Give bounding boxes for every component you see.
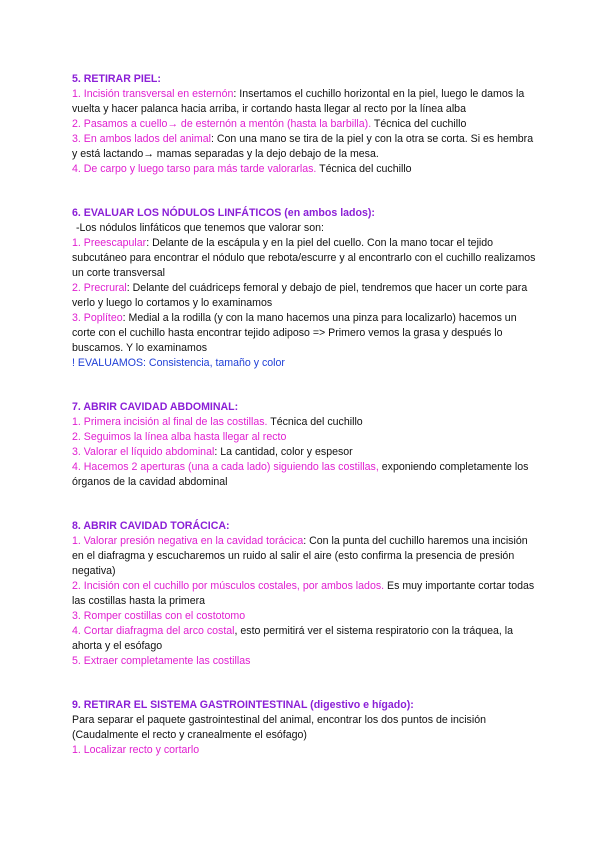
document-page <box>72 72 538 787</box>
body-text: : Con la punta del cuchillo haremos una incisión en el diafragma y escucharemos un ruido al salir el aire (esto confirma la presencia de presión negativa) <box>72 535 528 577</box>
list-item <box>72 311 538 356</box>
body-text: Técnica del cuchillo <box>267 416 363 428</box>
highlight-text: 3. Romper costillas con el costotomo <box>72 610 246 622</box>
highlight-text: 1. Preescapular <box>72 237 147 249</box>
list-item <box>72 162 538 177</box>
body-text: : Con una mano se tira de la piel y con la otra se corta. Si es hembra y está lactando→ mamas separadas y la dejo debajo de la mesa. <box>72 133 534 160</box>
list-item <box>72 445 538 460</box>
section-title: 5. RETIRAR PIEL: <box>72 73 161 85</box>
section-title: 9. RETIRAR EL SISTEMA GASTROINTESTINAL (digestivo e hígado): <box>72 699 414 711</box>
list-item <box>72 743 538 758</box>
section-cavidad-abdominal <box>72 400 538 490</box>
highlight-text: 1. Valorar presión negativa en la cavidad torácica <box>72 535 304 547</box>
list-item <box>72 415 538 430</box>
evaluation-note: ! EVALUAMOS: Consistencia, tamaño y color <box>72 357 285 369</box>
highlight-text: 1. Localizar recto y cortarlo <box>72 744 200 756</box>
body-text: , esto permitirá ver el sistema respiratorio con la tráquea, la ahorta y el esófago <box>72 625 514 652</box>
section-evaluar-nodulos <box>72 206 538 371</box>
list-item <box>72 236 538 281</box>
highlight-text: 5. Extraer completamente las costillas <box>72 655 251 667</box>
body-text: : Medial a la rodilla (y con la mano hacemos una pinza para localizarlo) hacemos un corte con el cuchillo hasta encontrar tejido adiposo => Primero vemos la grasa y después lo buscamos. Y lo examinamos <box>72 312 517 354</box>
list-item <box>72 654 538 669</box>
highlight-text: 3. Poplíteo <box>72 312 123 324</box>
body-text: Técnica del cuchillo <box>316 163 412 175</box>
highlight-text: 4. De carpo y luego tarso para más tarde valorarlas. <box>72 163 317 175</box>
body-text: : La cantidad, color y espesor <box>214 446 353 458</box>
highlight-text: 3. En ambos lados del animal <box>72 133 211 145</box>
highlight-text: 4. Hacemos 2 aperturas (una a cada lado) siguiendo las costillas, <box>72 461 379 473</box>
highlight-text: 2. Pasamos a cuello→ de esternón a mentón (hasta la barbilla). <box>72 118 372 130</box>
list-item <box>72 460 538 490</box>
body-text: Es muy importante cortar todas las costillas hasta la primera <box>72 580 535 607</box>
list-item <box>72 609 538 624</box>
highlight-text: 1. Incisión transversal en esternón <box>72 88 234 100</box>
intro-text: -Los nódulos linfáticos que tenemos que valorar son: <box>76 222 324 234</box>
list-item <box>72 87 538 117</box>
highlight-text: 2. Incisión con el cuchillo por músculos costales, por ambos lados. <box>72 580 385 592</box>
list-item <box>72 579 538 609</box>
highlight-text: 2. Seguimos la línea alba hasta llegar al recto <box>72 431 287 443</box>
list-item <box>72 534 538 579</box>
body-text: : Insertamos el cuchillo horizontal en la piel, luego le damos la vuelta y hacer palanca hacia arriba, ir cortando hasta llegar al recto por la línea alba <box>72 88 525 115</box>
intro-text: Para separar el paquete gastrointestinal del animal, encontrar los dos puntos de incisión (Caudalmente el recto y cranealmente el esófago) <box>72 714 486 741</box>
section-sistema-gastrointestinal <box>72 698 538 758</box>
list-item <box>72 430 538 445</box>
body-text: exponiendo completamente los órganos de la cavidad abdominal <box>72 461 529 488</box>
list-item <box>72 132 538 162</box>
highlight-text: 2. Precrural <box>72 282 127 294</box>
section-cavidad-toracica <box>72 519 538 669</box>
section-retirar-piel <box>72 72 538 177</box>
section-title: 7. ABRIR CAVIDAD ABDOMINAL: <box>72 401 239 413</box>
body-text: : Delante del cuádriceps femoral y debajo de piel, tendremos que hacer un corte para verlo y luego lo cortamos y lo examinamos <box>72 282 528 309</box>
list-item <box>72 624 538 654</box>
body-text: : Delante de la escápula y en la piel del cuello. Con la mano tocar el tejido subcutáneo para encontrar el nódulo que rebota/escurre y al encontrarlo con el cuchillo realizamos un corte transversal <box>72 237 536 279</box>
highlight-text: 3. Valorar el líquido abdominal <box>72 446 215 458</box>
section-title: 8. ABRIR CAVIDAD TORÁCICA: <box>72 520 230 532</box>
list-item <box>72 281 538 311</box>
highlight-text: 1. Primera incisión al final de las costillas. <box>72 416 268 428</box>
body-text: Técnica del cuchillo <box>371 118 467 130</box>
section-title: 6. EVALUAR LOS NÓDULOS LINFÁTICOS (en ambos lados): <box>72 207 375 219</box>
list-item <box>72 117 538 132</box>
highlight-text: 4. Cortar diafragma del arco costal <box>72 625 235 637</box>
